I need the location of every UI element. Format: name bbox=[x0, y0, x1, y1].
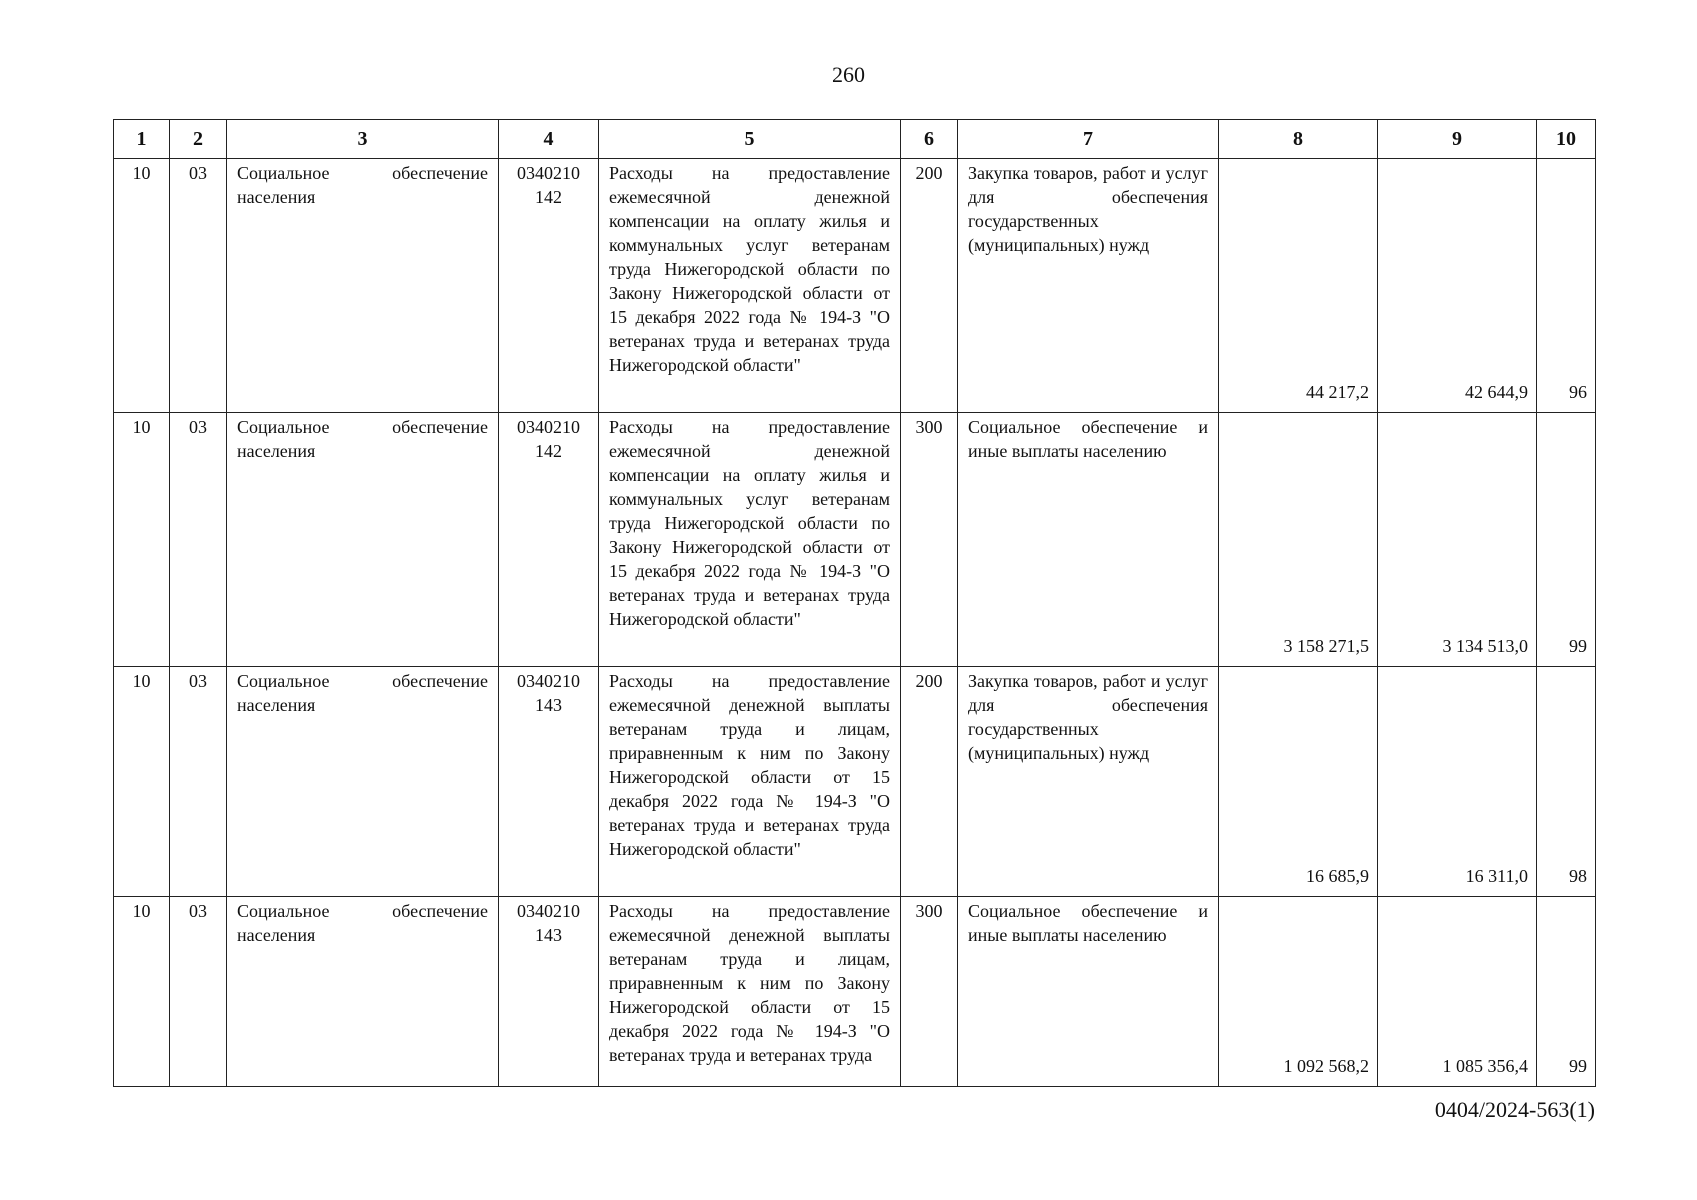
expense-description: Расходы на предоставление ежемесячной денежной выплаты ветеранам труда и лицам, приравненным к ним по Закону Нижегородской области от 15 декабря 2022 года № 194-З "О ветеранах труда и ветеранах труда bbox=[599, 897, 901, 1087]
section-name: Социальное обеспечение населения bbox=[227, 667, 499, 897]
page-number: 260 bbox=[832, 62, 865, 87]
section-name: Социальное обеспечение населения bbox=[227, 413, 499, 667]
execution-percent-cell bbox=[1537, 897, 1596, 1087]
target-article-code-part1: 0340210 bbox=[517, 671, 580, 691]
header-col-3: 3 bbox=[227, 120, 499, 159]
execution-percent: 98 bbox=[1569, 866, 1587, 886]
budget-table bbox=[113, 119, 1596, 1087]
executed-amount-cell bbox=[1378, 413, 1537, 667]
header-col-8: 8 bbox=[1219, 120, 1378, 159]
executed-amount: 16 311,0 bbox=[1465, 866, 1528, 886]
header-col-5: 5 bbox=[599, 120, 901, 159]
executed-amount-cell bbox=[1378, 897, 1537, 1087]
target-article-code bbox=[499, 897, 599, 1087]
expense-type-name: Социальное обеспечение и иные выплаты населению bbox=[958, 413, 1219, 667]
header-row bbox=[114, 120, 1596, 159]
target-article-code bbox=[499, 667, 599, 897]
execution-percent-cell bbox=[1537, 159, 1596, 413]
table-row bbox=[114, 667, 1596, 897]
target-article-code-part2: 142 bbox=[535, 441, 562, 461]
planned-amount: 16 685,9 bbox=[1306, 866, 1369, 886]
section-name: Социальное обеспечение населения bbox=[227, 159, 499, 413]
execution-percent-cell bbox=[1537, 667, 1596, 897]
header-col-4: 4 bbox=[499, 120, 599, 159]
expense-description: Расходы на предоставление ежемесячной денежной компенсации на оплату жилья и коммунальных услуг ветеранам труда Нижегородской области по Закону Нижегородской области от 15 декабря 2022 года № 194-З "О ветеранах труда и ветеранах труда Нижегородской области" bbox=[599, 413, 901, 667]
header-col-6: 6 bbox=[901, 120, 958, 159]
target-article-code-part2: 143 bbox=[535, 695, 562, 715]
section-code: 10 bbox=[114, 897, 170, 1087]
planned-amount: 44 217,2 bbox=[1306, 382, 1369, 402]
planned-amount: 1 092 568,2 bbox=[1283, 1056, 1369, 1076]
table-row bbox=[114, 159, 1596, 413]
expense-type-code: 200 bbox=[901, 159, 958, 413]
planned-amount: 3 158 271,5 bbox=[1283, 636, 1369, 656]
subsection-code: 03 bbox=[170, 413, 227, 667]
header-col-9: 9 bbox=[1378, 120, 1537, 159]
target-article-code-part2: 142 bbox=[535, 187, 562, 207]
table-row bbox=[114, 413, 1596, 667]
header-col-1: 1 bbox=[114, 120, 170, 159]
section-name: Социальное обеспечение населения bbox=[227, 897, 499, 1087]
table-row bbox=[114, 897, 1596, 1087]
execution-percent: 96 bbox=[1569, 382, 1587, 402]
executed-amount: 42 644,9 bbox=[1465, 382, 1528, 402]
subsection-code: 03 bbox=[170, 159, 227, 413]
target-article-code-part1: 0340210 bbox=[517, 417, 580, 437]
header-col-2: 2 bbox=[170, 120, 227, 159]
execution-percent: 99 bbox=[1569, 1056, 1587, 1076]
execution-percent-cell bbox=[1537, 413, 1596, 667]
expense-description: Расходы на предоставление ежемесячной денежной компенсации на оплату жилья и коммунальных услуг ветеранам труда Нижегородской области по Закону Нижегородской области от 15 декабря 2022 года № 194-З "О ветеранах труда и ветеранах труда Нижегородской области" bbox=[599, 159, 901, 413]
expense-type-code: 200 bbox=[901, 667, 958, 897]
section-code: 10 bbox=[114, 413, 170, 667]
planned-amount-cell bbox=[1219, 897, 1378, 1087]
document-code: 0404/2024-563(1) bbox=[1434, 1097, 1595, 1122]
target-article-code-part1: 0340210 bbox=[517, 163, 580, 183]
expense-description: Расходы на предоставление ежемесячной денежной выплаты ветеранам труда и лицам, приравненным к ним по Закону Нижегородской области от 15 декабря 2022 года № 194-З "О ветеранах труда и ветеранах труда Нижегородской области" bbox=[599, 667, 901, 897]
header-col-7: 7 bbox=[958, 120, 1219, 159]
expense-type-code: 300 bbox=[901, 897, 958, 1087]
executed-amount: 3 134 513,0 bbox=[1442, 636, 1528, 656]
executed-amount-cell bbox=[1378, 667, 1537, 897]
target-article-code bbox=[499, 159, 599, 413]
expense-type-name: Закупка товаров, работ и услуг для обеспечения государственных (муниципальных) нужд bbox=[958, 159, 1219, 413]
executed-amount: 1 085 356,4 bbox=[1442, 1056, 1528, 1076]
section-code: 10 bbox=[114, 667, 170, 897]
subsection-code: 03 bbox=[170, 897, 227, 1087]
executed-amount-cell bbox=[1378, 159, 1537, 413]
target-article-code bbox=[499, 413, 599, 667]
planned-amount-cell bbox=[1219, 159, 1378, 413]
expense-type-code: 300 bbox=[901, 413, 958, 667]
target-article-code-part2: 143 bbox=[535, 925, 562, 945]
planned-amount-cell bbox=[1219, 667, 1378, 897]
target-article-code-part1: 0340210 bbox=[517, 901, 580, 921]
subsection-code: 03 bbox=[170, 667, 227, 897]
section-code: 10 bbox=[114, 159, 170, 413]
header-col-10: 10 bbox=[1537, 120, 1596, 159]
expense-type-name: Социальное обеспечение и иные выплаты населению bbox=[958, 897, 1219, 1087]
execution-percent: 99 bbox=[1569, 636, 1587, 656]
expense-type-name: Закупка товаров, работ и услуг для обеспечения государственных (муниципальных) нужд bbox=[958, 667, 1219, 897]
planned-amount-cell bbox=[1219, 413, 1378, 667]
